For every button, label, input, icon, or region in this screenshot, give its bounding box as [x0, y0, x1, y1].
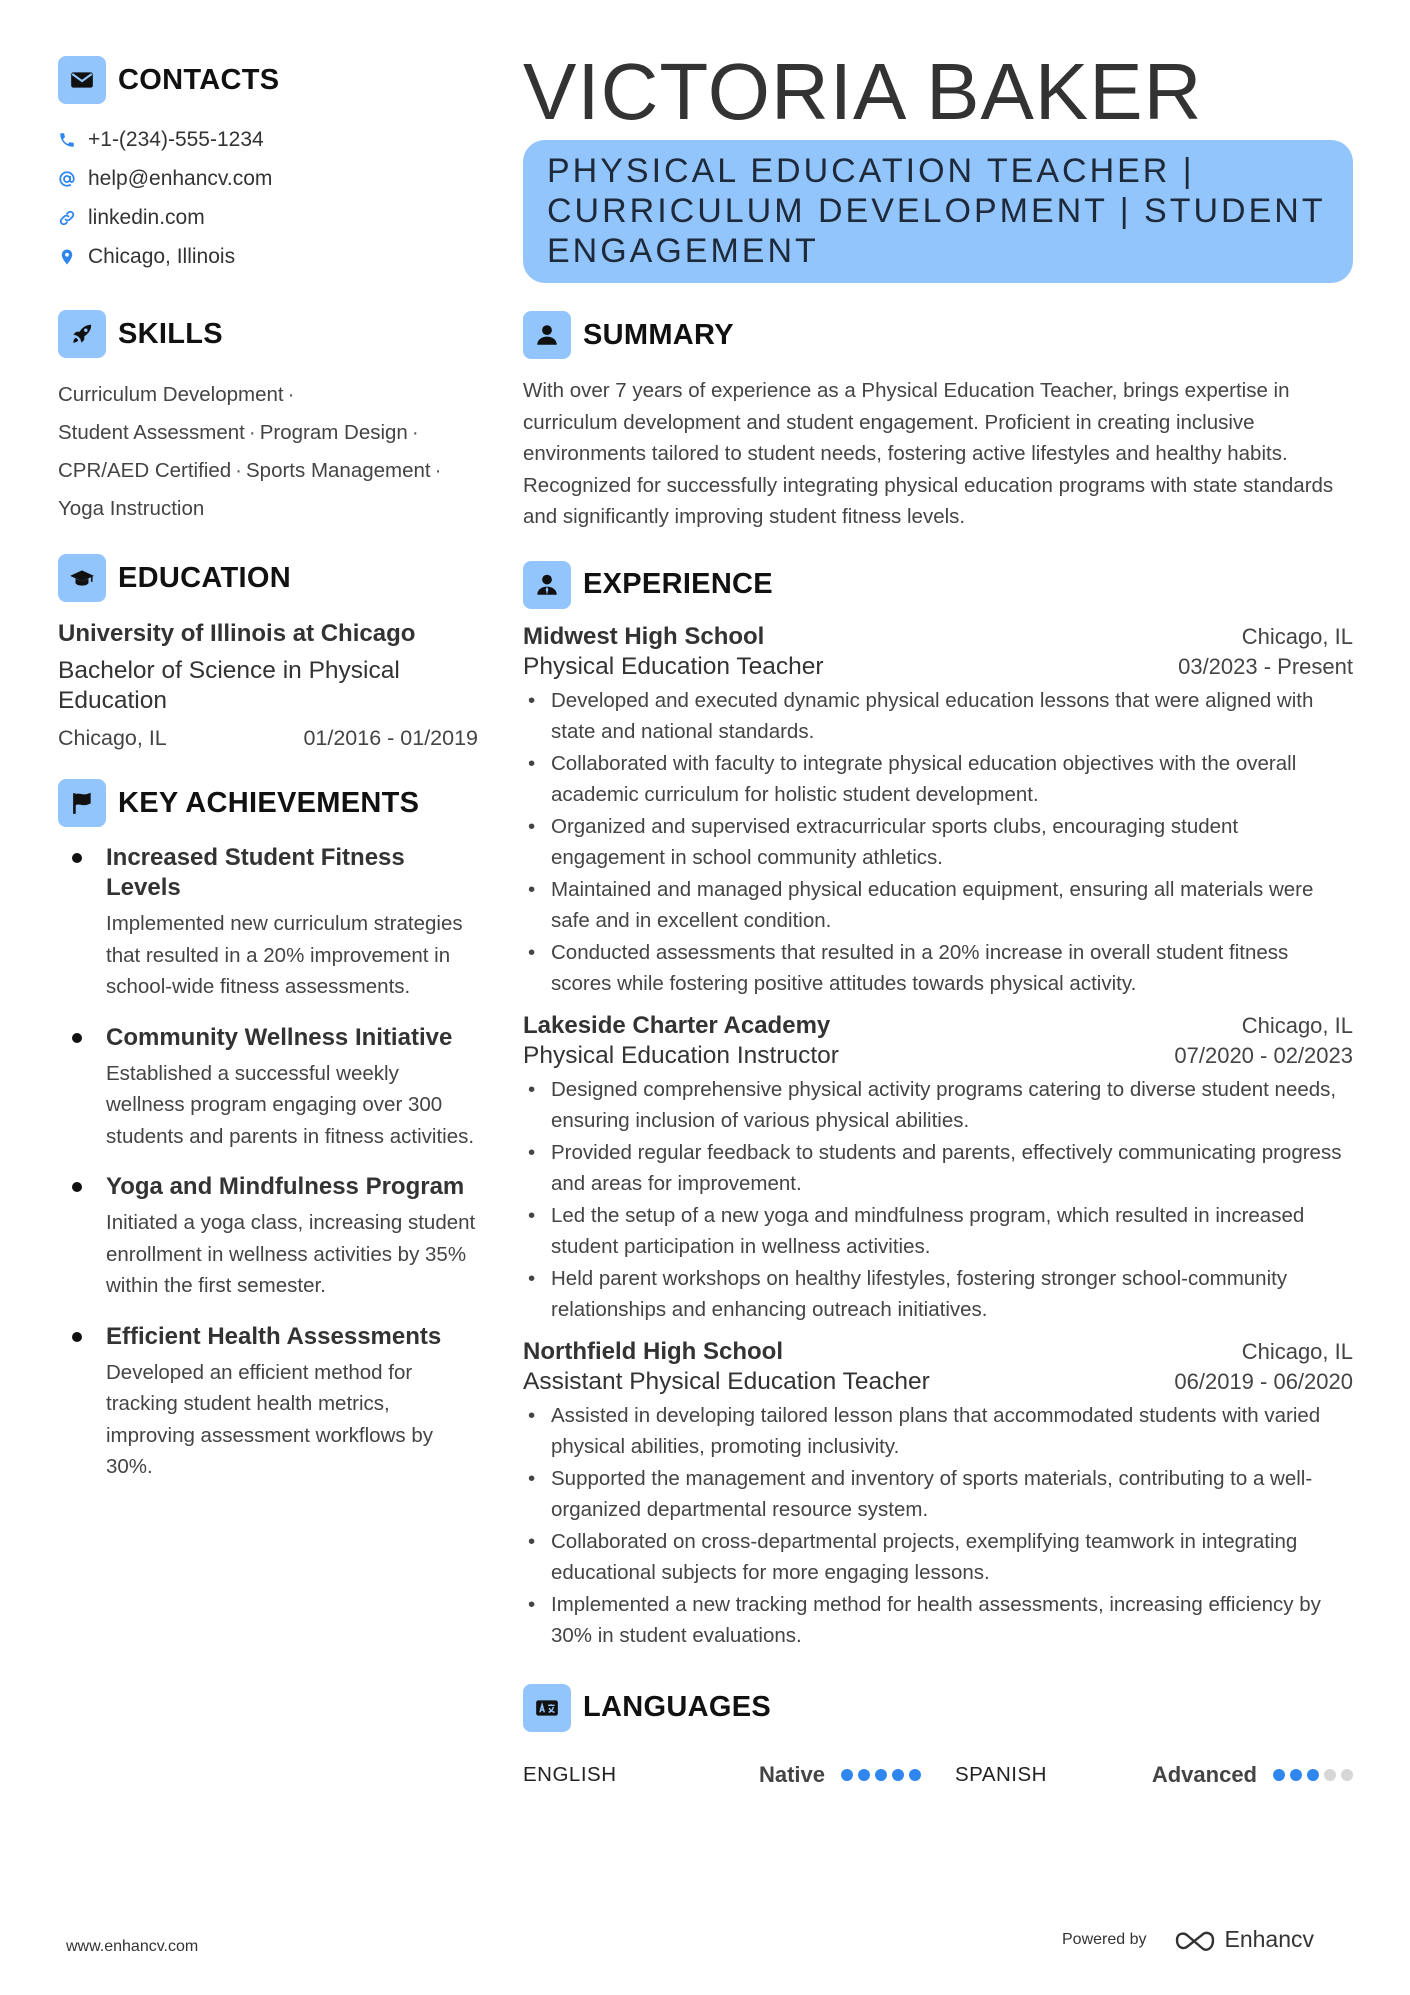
language-rating [1273, 1769, 1353, 1781]
job-bullet: • Developed and executed dynamic physical education lessons that were aligned with state and national standards. [523, 685, 1353, 748]
achievements-list [58, 843, 478, 1483]
summary-section [523, 311, 1353, 533]
job-bullet: • Led the setup of a new yoga and mindfulness program, which resulted in increased student participation in wellness activities. [523, 1200, 1353, 1263]
rating-dot-filled [875, 1769, 887, 1781]
achievement-desc: Implemented new curriculum strategies that resulted in a 20% improvement in school-wide fitness assessments. [106, 912, 463, 998]
language-item [955, 1762, 1353, 1788]
language-level: Advanced [1151, 1761, 1257, 1787]
headline-banner [523, 140, 1353, 283]
job-subheader [523, 1368, 1353, 1396]
job-bullets [523, 1400, 1353, 1652]
skills-line-3 [58, 452, 478, 490]
education-school: University of Illinois at Chicago [58, 620, 416, 647]
achievement-item [58, 843, 478, 1003]
skill-separator: · [235, 459, 242, 482]
rating-dot-empty [1324, 1769, 1336, 1781]
job-bullet: • Provided regular feedback to students and parents, effectively communicating progress and areas for improvement. [523, 1137, 1353, 1200]
contact-linkedin [58, 198, 478, 237]
link-icon [58, 208, 76, 228]
education-header [58, 554, 478, 602]
achievement-item [58, 1023, 478, 1153]
rating-dot-filled [1290, 1769, 1302, 1781]
languages-title: LANGUAGES [583, 1691, 771, 1723]
job-entry [523, 623, 1353, 1000]
languages-row [523, 1762, 1353, 1788]
education-meta [58, 726, 478, 751]
rating-dot-filled [858, 1769, 870, 1781]
flag-icon [58, 779, 106, 827]
enhancv-logo-icon [1173, 1927, 1217, 1953]
achievement-item [58, 1172, 478, 1302]
skill-item: Program Design [259, 421, 408, 444]
left-column [58, 56, 478, 1503]
job-bullet: • Assisted in developing tailored lesson plans that accommodated students with varied physical abilities, promoting inclusivity. [523, 1400, 1353, 1463]
job-bullet: • Designed comprehensive physical activity programs catering to diverse student needs, ensuring inclusion of various physical abilities. [523, 1074, 1353, 1137]
achievements-title: KEY ACHIEVEMENTS [118, 786, 420, 819]
skill-item: Yoga Instruction [58, 497, 205, 520]
job-role: Assistant Physical Education Teacher [523, 1367, 930, 1395]
headline-text: PHYSICAL EDUCATION TEACHER | CURRICULUM DEVELOPMENT | STUDENT ENGAGEMENT [547, 152, 1325, 270]
phone-icon [58, 130, 76, 150]
skill-item: Sports Management [246, 459, 431, 482]
rating-dot-filled [841, 1769, 853, 1781]
graduation-cap-icon [58, 554, 106, 602]
skill-separator: · [287, 383, 295, 406]
bullet-dot-icon [72, 1033, 82, 1043]
job-subheader [523, 1042, 1353, 1070]
summary-text: With over 7 years of experience as a Physical Education Teacher, brings expertise in curriculum development and student engagement. Proficient in creating inclusive environments tailored to student needs, fostering active lifestyles and healthy habits. Recognized for successfully integrating physical education programs with state standards and significantly improving student fitness levels. [523, 379, 1334, 528]
education-degree: Bachelor of Science in Physical Education [58, 657, 400, 714]
powered-by-label: Powered by [1062, 1930, 1147, 1948]
bullet-dot-icon [72, 1182, 82, 1192]
job-bullets [523, 685, 1353, 1000]
contacts-title: CONTACTS [118, 63, 280, 96]
skill-item: Curriculum Development [58, 383, 284, 406]
contacts-section [58, 56, 478, 276]
experience-section [523, 561, 1353, 1652]
achievement-title: Increased Student Fitness Levels [106, 844, 405, 901]
job-header [523, 1012, 1353, 1040]
email-text[interactable]: help@enhancv.com [88, 166, 273, 190]
summary-header [523, 311, 1353, 359]
job-header [523, 623, 1353, 651]
rating-dot-filled [892, 1769, 904, 1781]
achievement-title: Efficient Health Assessments [106, 1322, 442, 1350]
job-entry [523, 1338, 1353, 1652]
job-dates: 07/2020 - 02/2023 [1174, 1042, 1353, 1068]
job-dates: 03/2023 - Present [1178, 653, 1353, 679]
skill-separator: · [434, 459, 442, 482]
achievement-desc: Initiated a yoga class, increasing student enrollment in wellness activities by 35% within the first semester. [106, 1211, 476, 1297]
job-company: Northfield High School [523, 1337, 783, 1365]
languages-header [523, 1684, 1353, 1732]
skills-line-4 [58, 490, 478, 528]
job-bullet: • Collaborated on cross-departmental projects, exemplifying teamwork in integrating educational subjects for more engaging lessons. [523, 1526, 1353, 1589]
right-column [523, 44, 1353, 1788]
skills-line-2 [58, 414, 478, 452]
at-icon [58, 169, 76, 189]
language-level: Native [758, 1761, 825, 1787]
rocket-icon [58, 310, 106, 358]
rating-dot-filled [909, 1769, 921, 1781]
rating-dot-empty [1341, 1769, 1353, 1781]
language-name: SPANISH [955, 1762, 1047, 1786]
skills-section [58, 310, 478, 528]
job-header [523, 1338, 1353, 1366]
job-subheader [523, 653, 1353, 681]
footer-website[interactable]: www.enhancv.com [66, 1938, 199, 1955]
skills-header [58, 310, 478, 358]
skills-title: SKILLS [118, 317, 223, 350]
envelope-icon [58, 56, 106, 104]
language-rating [841, 1769, 921, 1781]
job-bullet: • Implemented a new tracking method for health assessments, increasing efficiency by 30% in student evaluations. [523, 1589, 1353, 1652]
job-location: Chicago, IL [1241, 1012, 1353, 1038]
job-bullet: • Conducted assessments that resulted in a 20% increase in overall student fitness scores while fostering positive attitudes towards physical activity. [523, 937, 1353, 1000]
skills-line-1 [58, 376, 478, 414]
contacts-header [58, 56, 478, 104]
job-company: Lakeside Charter Academy [523, 1011, 831, 1039]
achievement-desc: Established a successful weekly wellness program engaging over 300 students and parents in fitness activities. [106, 1061, 475, 1148]
language-name: ENGLISH [523, 1762, 617, 1786]
footer-brand [1062, 1926, 1314, 1953]
briefcase-user-icon [523, 561, 571, 609]
contact-phone [58, 120, 478, 159]
job-role: Physical Education Instructor [523, 1041, 839, 1069]
skill-item: CPR/AED Certified [58, 459, 232, 482]
achievement-title: Yoga and Mindfulness Program [106, 1173, 465, 1200]
brand-name: Enhancv [1224, 1926, 1315, 1952]
skills-list [58, 376, 478, 528]
linkedin-text[interactable]: linkedin.com [88, 205, 205, 229]
job-bullet: • Supported the management and inventory of sports materials, contributing to a well-organized departmental resource system. [523, 1463, 1353, 1526]
bullet-dot-icon [72, 1332, 82, 1342]
job-location: Chicago, IL [1241, 623, 1353, 649]
skill-separator: · [411, 421, 419, 444]
education-location: Chicago, IL [58, 726, 167, 750]
enhancv-logo[interactable] [1173, 1926, 1315, 1953]
location-text: Chicago, Illinois [88, 244, 236, 268]
job-bullet: • Organized and supervised extracurricular sports clubs, encouraging student engagement in school community athletics. [523, 811, 1353, 874]
job-company: Midwest High School [523, 622, 765, 650]
rating-dot-filled [1307, 1769, 1319, 1781]
job-entry [523, 1012, 1353, 1326]
job-role: Physical Education Teacher [523, 652, 824, 680]
achievement-item [58, 1322, 478, 1483]
rating-dot-filled [1273, 1769, 1285, 1781]
translate-icon [523, 1684, 571, 1732]
skill-item: Student Assessment [58, 421, 245, 444]
candidate-name: VICTORIA BAKER [523, 47, 1203, 136]
achievement-desc: Developed an efficient method for tracking student health metrics, improving assessment workflows by 30%. [106, 1360, 433, 1478]
contact-location [58, 237, 478, 276]
user-icon [523, 311, 571, 359]
education-title: EDUCATION [118, 561, 291, 594]
languages-section [523, 1684, 1353, 1788]
job-bullets [523, 1074, 1353, 1326]
achievements-section [58, 779, 478, 1483]
contact-list [58, 120, 478, 276]
contact-email [58, 159, 478, 198]
job-bullet: • Held parent workshops on healthy lifestyles, fostering stronger school-community relationships and enhancing outreach initiatives. [523, 1263, 1353, 1326]
bullet-dot-icon [72, 853, 82, 863]
job-bullet: • Collaborated with faculty to integrate physical education objectives with the overall academic curriculum for holistic student development. [523, 748, 1353, 811]
education-dates: 01/2016 - 01/2019 [303, 726, 478, 750]
summary-title: SUMMARY [583, 318, 734, 351]
location-pin-icon [58, 247, 76, 267]
education-section [58, 554, 478, 751]
job-location: Chicago, IL [1241, 1338, 1353, 1364]
skill-separator: · [248, 421, 256, 444]
achievement-title: Community Wellness Initiative [106, 1023, 453, 1051]
experience-header [523, 561, 1353, 609]
language-item [523, 1762, 921, 1788]
phone-text[interactable]: +1-(234)-555-1234 [88, 127, 264, 151]
job-bullet: • Maintained and managed physical education equipment, ensuring all materials were safe and in excellent condition. [523, 874, 1353, 937]
achievements-header [58, 779, 478, 827]
job-dates: 06/2019 - 06/2020 [1174, 1368, 1353, 1394]
experience-title: EXPERIENCE [583, 568, 773, 600]
